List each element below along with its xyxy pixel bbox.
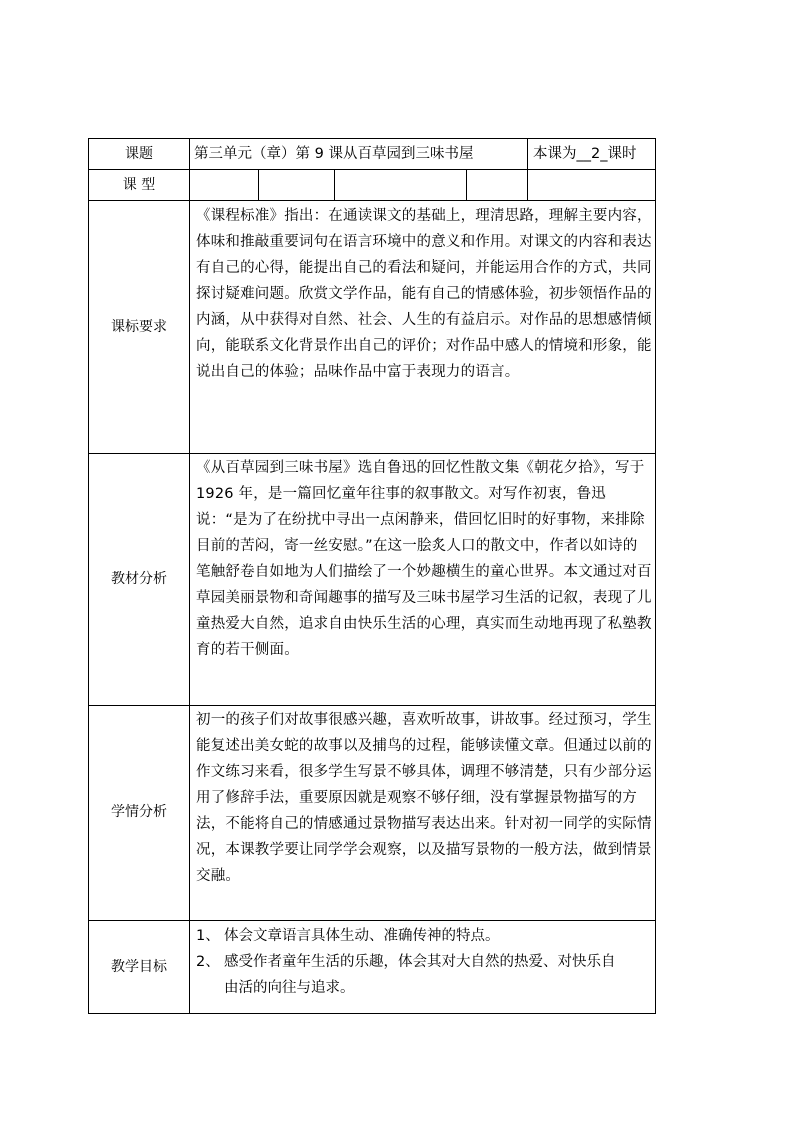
material-label: 教材分析 xyxy=(111,571,167,587)
type-label: 课 型 xyxy=(122,177,156,193)
lesson-hours: 本课为__2_课时 xyxy=(533,146,637,162)
row-divider-3 xyxy=(88,453,656,454)
topic-label: 课题 xyxy=(125,146,153,162)
goal-item xyxy=(196,949,652,975)
table-border-top xyxy=(88,138,656,139)
material-text: 《从百草园到三味书屋》选自鲁迅的回忆性散文集《朝花夕拾》，写于 1926 年，是一篇回忆童年往事的叙事散文。对写作初衷，鲁迅说：“是为了在纷扰中寻出一点闲静来，借回忆旧时的好事物，来排除目前的苦闷，寄一丝安慰。”在这一脍炙人口的散文中，作者以如诗的笔触舒卷自如地为人们描绘了一个妙趣横生的童心世界。本文通过对百草园美丽景物和奇闻趣事的描写及三味书屋学习生活的记叙，表现了儿童热爱大自然，追求自由快乐生活的心理，真实而生动地再现了私塾教育的若干侧面。 xyxy=(196,460,652,658)
hours-column-divider xyxy=(527,138,528,201)
goals-label: 教学目标 xyxy=(111,959,167,975)
goal-continuation: 由活的向往与追求。 xyxy=(224,980,355,996)
row-divider-2 xyxy=(88,200,656,201)
topic-value: 第三单元（章）第 9 课从百草园到三味书屋 xyxy=(194,146,474,162)
standards-text: 《课程标准》指出：在通读课文的基础上，理清思路，理解主要内容，体味和推敲重要词句在语言环境中的意义和作用。对课文的内容和表达有自己的心得，能提出自己的看法和疑问，并能运用合作的方式，共同探讨疑难问题。欣赏文学作品，能有自己的情感体验，初步领悟作品的内涵，从中获得对自然、社会、人生的有益启示。对作品的思想感情倾向，能联系文化背景作出自己的评价；对作品中感人的情境和形象，能说出自己的体验；品味作品中富于表现力的语言。 xyxy=(196,208,652,380)
standards-label: 课标要求 xyxy=(111,319,167,335)
students-text: 初一的孩子们对故事很感兴趣，喜欢听故事，讲故事。经过预习，学生能复述出美女蛇的故事以及捕鸟的过程，能够读懂文章。但通过以前的作文练习来看，很多学生写景不够具体，调理不够清楚，只有少部分运用了修辞手法，重要原因就是观察不够仔细，没有掌握景物描写的方法，不能将自己的情感通过景物描写表达出来。针对初一同学的实际情况，本课教学要让同学学会观察，以及描写景物的一般方法，做到情景交融。 xyxy=(196,712,652,884)
row-divider-1 xyxy=(88,169,656,170)
students-label: 学情分析 xyxy=(111,804,167,820)
type-cell-divider-2 xyxy=(334,169,335,201)
table-border-bottom xyxy=(88,1013,656,1014)
goals-list xyxy=(196,923,652,1001)
goal-text: 体会文章语言具体生动、准确传神的特点。 xyxy=(224,928,500,944)
row-divider-5 xyxy=(88,920,656,921)
type-cell-divider-3 xyxy=(466,169,467,201)
row-divider-4 xyxy=(88,705,656,706)
goal-number: 1、 xyxy=(196,928,220,944)
goal-item xyxy=(196,923,652,949)
type-cell-divider-1 xyxy=(258,169,259,201)
goal-text: 感受作者童年生活的乐趣，体会其对大自然的热爱、对快乐自 xyxy=(224,954,616,970)
goal-number: 2、 xyxy=(196,954,220,970)
table-border-right xyxy=(655,138,656,1014)
